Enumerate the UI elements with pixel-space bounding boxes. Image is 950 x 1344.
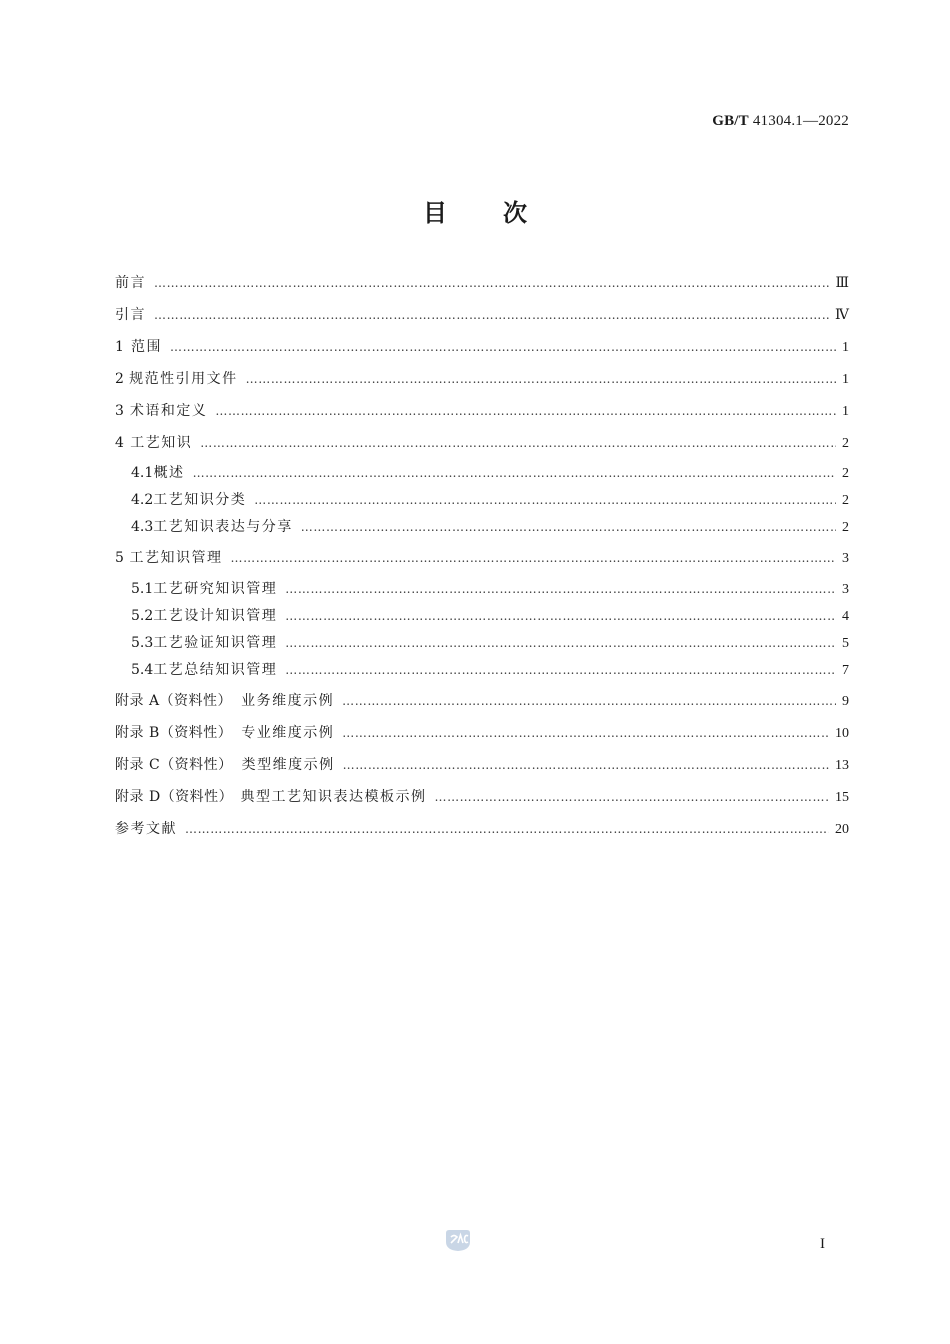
toc-number: 5 [115,550,124,566]
toc-leader-dots [342,726,829,740]
toc-page-number: 2 [842,436,849,451]
toc-entry-section-4[interactable] [115,432,849,452]
toc-page-number: 2 [842,466,849,481]
toc-entry-section-5-3[interactable] [115,632,849,652]
table-of-contents [115,272,849,838]
toc-label: 概述 [153,465,185,481]
toc-label: 工艺总结知识管理 [153,662,278,678]
toc-page-number: Ⅳ [835,308,849,323]
toc-leader-dots [343,758,829,772]
toc-label: 术语和定义 [129,403,208,419]
page-title [0,193,950,228]
toc-page-number: 20 [835,822,849,837]
title-char-2: 次 [503,199,527,227]
toc-number: 4.2 [131,492,154,508]
toc-appendix-prefix: 附录 D（资料性） [115,789,234,805]
toc-leader-dots [200,436,836,450]
toc-number: 1 [115,339,124,355]
toc-label: 工艺知识表达与分享 [153,519,293,535]
toc-number: 4.3 [131,519,154,535]
toc-page-number: 3 [842,582,849,597]
toc-page-number: 1 [842,404,849,419]
toc-entry-section-4-3[interactable] [115,516,849,536]
toc-leader-dots [285,609,836,623]
toc-number: 4 [115,435,124,451]
toc-entry-appendix-d[interactable] [115,786,849,806]
toc-entry-section-2[interactable] [115,368,849,388]
toc-label: 规范性引用文件 [129,371,238,387]
toc-appendix-prefix: 附录 B（资料性） [115,725,233,741]
toc-number: 5.2 [131,608,154,624]
toc-label: 前言 [115,275,146,291]
toc-appendix-prefix: 附录 A（资料性） [115,693,233,709]
toc-entry-bibliography[interactable] [115,818,849,838]
page-number: I [820,1236,825,1252]
title-char-1: 目 [423,199,447,227]
toc-page-number: 4 [842,609,849,624]
toc-page-number: 1 [842,340,849,355]
toc-page-number: 2 [842,520,849,535]
toc-page-number: 2 [842,493,849,508]
toc-label: 业务维度示例 [241,693,335,709]
standard-number: 41304.1—2022 [752,113,849,129]
toc-leader-dots [254,493,836,507]
toc-page-number: 13 [835,758,849,773]
document-standard-code [712,113,849,130]
toc-leader-dots [285,663,836,677]
toc-label: 典型工艺知识表达模板示例 [240,789,427,805]
toc-leader-dots [231,551,836,565]
toc-label: 工艺验证知识管理 [153,635,278,651]
toc-number: 3 [115,403,124,419]
toc-leader-dots [246,372,836,386]
toc-number: 4.1 [131,465,154,481]
sac-logo-icon [445,1228,471,1252]
toc-label: 工艺知识 [130,435,193,451]
toc-leader-dots [185,822,829,836]
toc-entry-section-5-2[interactable] [115,605,849,625]
toc-page-number: 3 [842,551,849,566]
toc-entry-section-5-4[interactable] [115,659,849,679]
toc-entry-introduction[interactable] [115,304,849,324]
toc-label: 引言 [115,307,146,323]
toc-entry-appendix-a[interactable] [115,690,849,710]
toc-entry-section-5[interactable] [115,547,849,567]
toc-number: 5.4 [131,662,154,678]
toc-label: 类型维度示例 [241,757,335,773]
toc-leader-dots [193,466,836,480]
toc-leader-dots [154,276,829,290]
toc-page-number: 7 [842,663,849,678]
toc-leader-dots [215,404,836,418]
toc-entry-section-3[interactable] [115,400,849,420]
toc-leader-dots [301,520,836,534]
toc-page-number: 15 [835,790,849,805]
toc-label: 专业维度示例 [241,725,335,741]
toc-number: 5.3 [131,635,154,651]
toc-page-number: Ⅲ [835,276,849,291]
toc-leader-dots [154,308,829,322]
toc-label: 工艺研究知识管理 [153,581,278,597]
toc-leader-dots [342,694,836,708]
standard-prefix: GB/T [712,113,749,129]
toc-entry-section-4-2[interactable] [115,489,849,509]
toc-leader-dots [434,790,829,804]
toc-page-number: 10 [835,726,849,741]
toc-entry-preface[interactable] [115,272,849,292]
toc-appendix-prefix: 附录 C（资料性） [115,757,233,773]
toc-label: 工艺知识分类 [153,492,247,508]
toc-page-number: 9 [842,694,849,709]
toc-entry-section-5-1[interactable] [115,578,849,598]
toc-leader-dots [170,340,836,354]
toc-leader-dots [285,636,836,650]
toc-page-number: 1 [842,372,849,387]
toc-label: 工艺知识管理 [129,550,223,566]
toc-entry-section-1[interactable] [115,336,849,356]
toc-label: 工艺设计知识管理 [153,608,278,624]
toc-entry-appendix-b[interactable] [115,722,849,742]
toc-entry-appendix-c[interactable] [115,754,849,774]
toc-leader-dots [285,582,836,596]
toc-number: 2 [115,371,124,387]
toc-number: 5.1 [131,581,154,597]
toc-label: 参考文献 [115,821,177,837]
toc-label: 范围 [130,339,162,355]
toc-entry-section-4-1[interactable] [115,462,849,482]
toc-page-number: 5 [842,636,849,651]
